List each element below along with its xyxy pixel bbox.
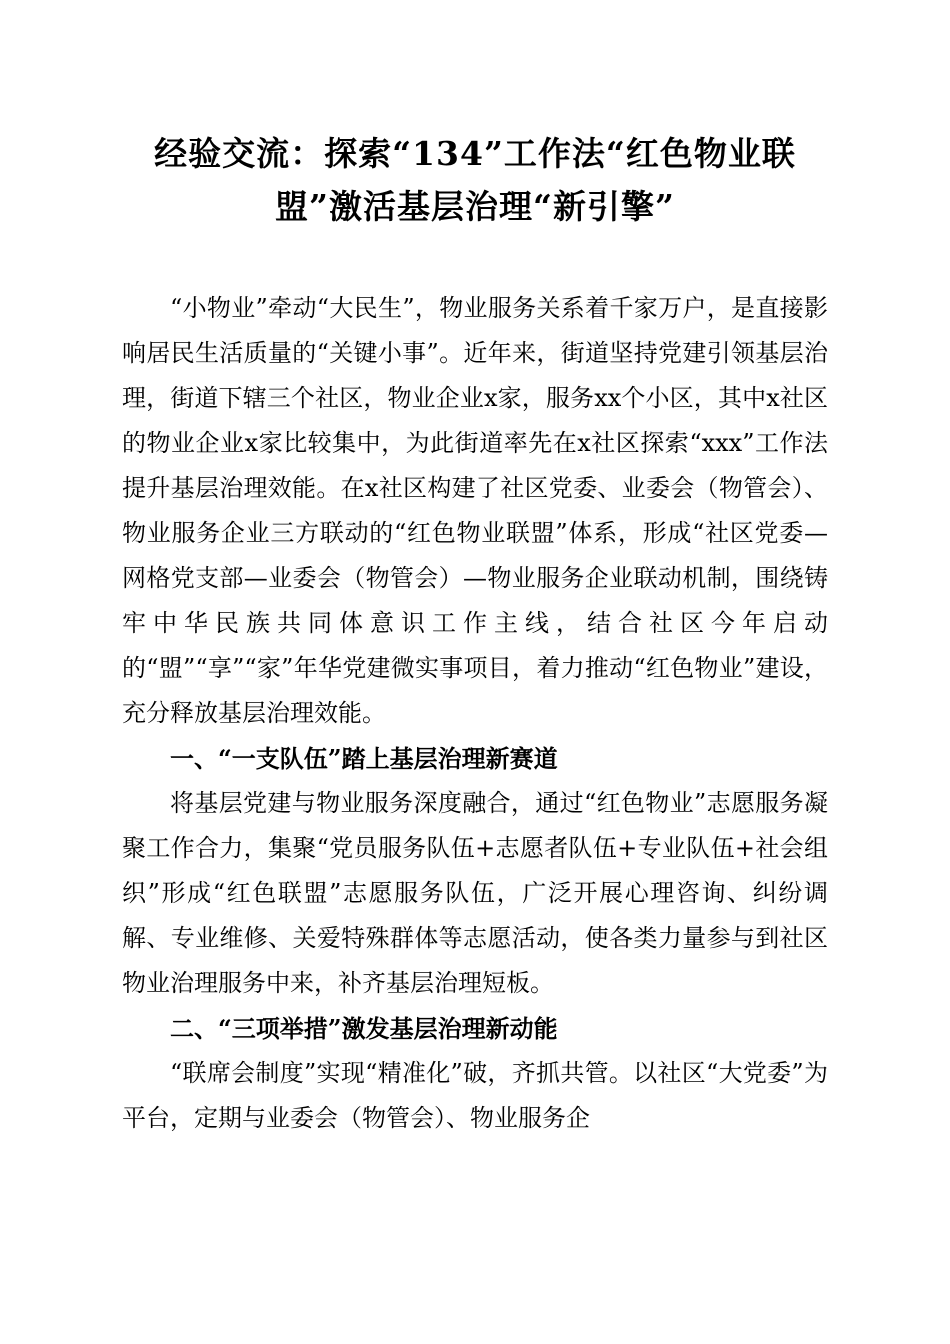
section-1-paragraph: 将基层党建与物业服务深度融合，通过“红色物业”志愿服务凝聚工作合力，集聚“党员服务队伍+志愿者队伍+专业队伍+社会组织”形成“红色联盟”志愿服务队伍，广泛开展心理咨询、纠纷调解、专业维修、关爱特殊群体等志愿活动，使各类力量参与到社区物业治理服务中来，补齐基层治理短板。 <box>122 788 828 997</box>
section-1-heading: 一、“一支队伍”踏上基层治理新赛道 <box>170 743 558 773</box>
document-title: 经验交流：探索“134”工作法“红色物业联盟”激活基层治理“新引擎” <box>154 134 796 226</box>
intro-paragraph: “小物业”牵动“大民生”，物业服务关系着千家万户，是直接影响居民生活质量的“关键小事”。近年来，街道坚持党建引领基层治理，街道下辖三个社区，物业企业x家，服务xx个小区，其中x社区的物业企业x家比较集中，为此街道率先在x社区探索“xxx”工作法提升基层治理效能。在x社区构建了社区党委、业委会（物管会）、物业服务企业三方联动的“红色物业联盟”体系，形成“社区党委—网格党支部—业委会（物管会）—物业服务企业联动机制，围绕铸牢中华民族共同体意识工作主线，结合社区今年启动的“盟”“享”“家”年华党建微实事项目，着力推动“红色物业”建设，充分释放基层治理效能。 <box>122 293 828 727</box>
section-2-heading: 二、“三项举措”激发基层治理新动能 <box>170 1013 558 1043</box>
section-2-paragraph: “联席会制度”实现“精准化”破，齐抓共管。以社区“大党委”为平台，定期与业委会（物管会）、物业服务企 <box>122 1058 828 1132</box>
